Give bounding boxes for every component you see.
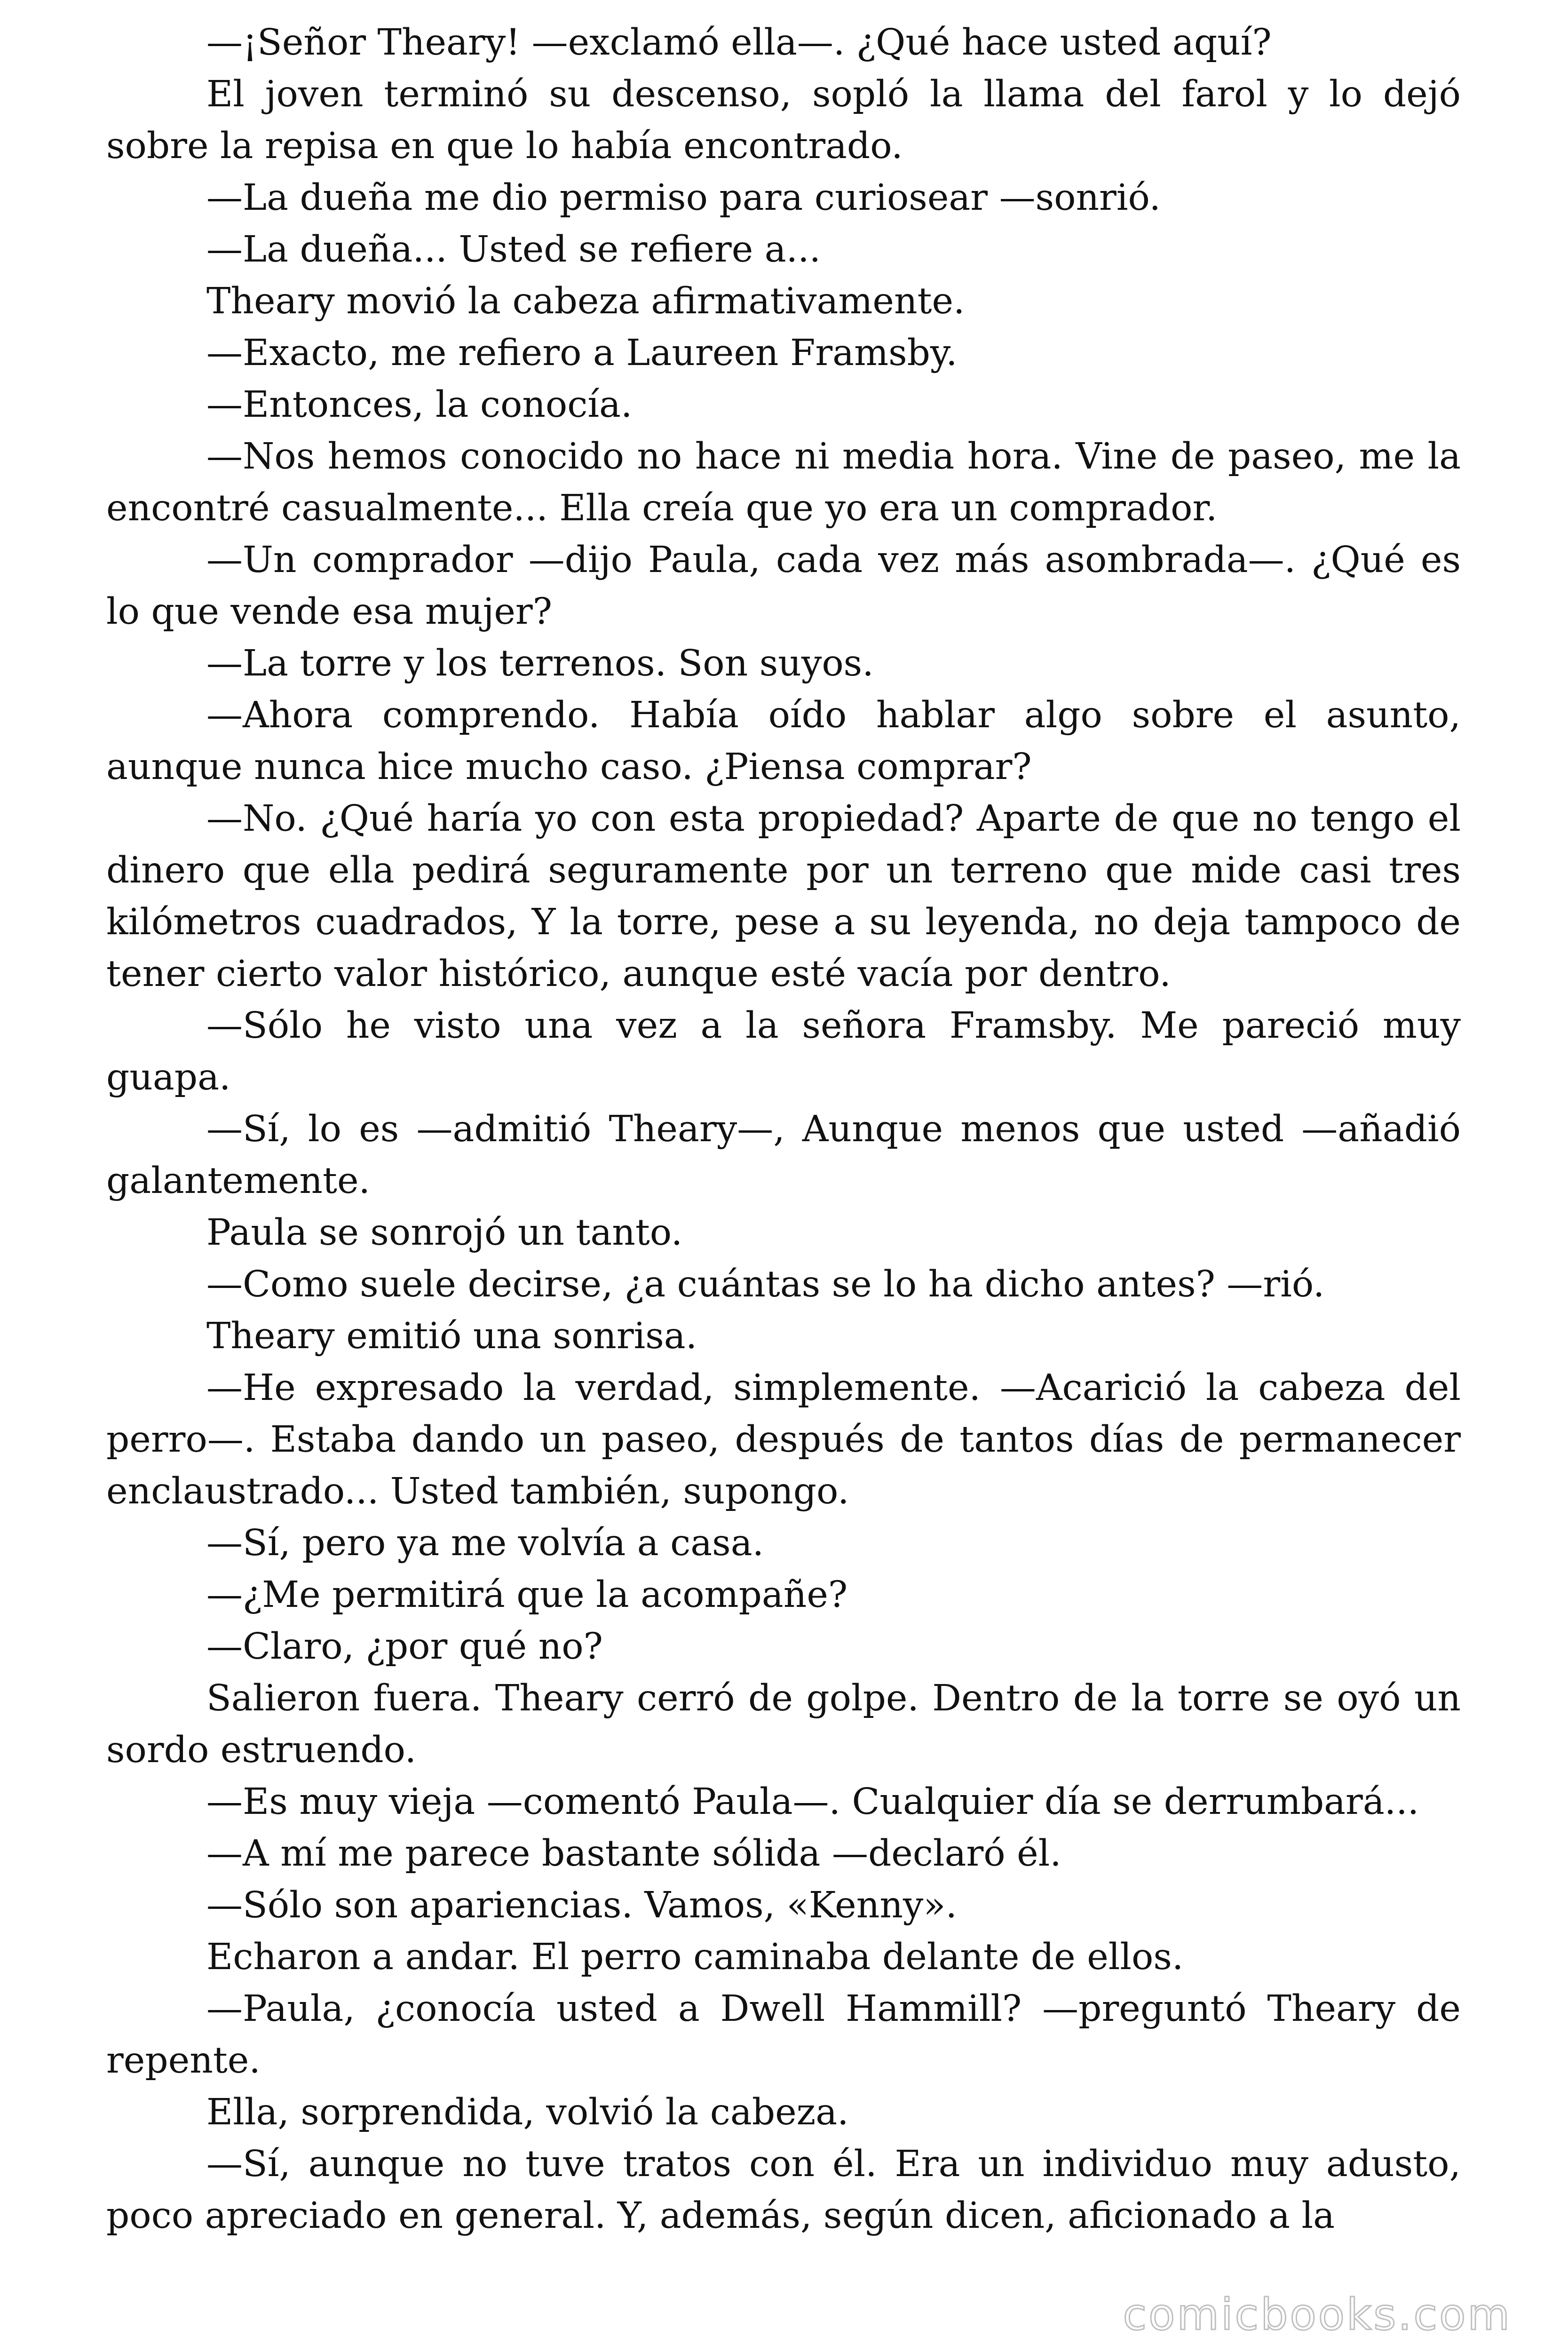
paragraph-28: Ella, sorprendida, volvió la cabeza. bbox=[206, 2091, 849, 2133]
paragraph-25: —Sólo son apariencias. Vamos, «Kenny». bbox=[206, 1884, 958, 1926]
paragraph-12: —No. ¿Qué haría yo con esta propiedad? Aparte de que no tengo el dinero que ella pedirá seguramente por un terreno que mide casi tres kilómetros cuadrados, Y la torre, pese a su leyenda, no deja tampoco de tener cierto valor histórico, aunque esté vacía por dentro. bbox=[106, 798, 1461, 995]
paragraph-23: —Es muy vieja —comentó Paula—. Cualquier día se derrumbará... bbox=[206, 1781, 1419, 1823]
paragraph-19: —Sí, pero ya me volvía a casa. bbox=[206, 1522, 764, 1564]
paragraph-1: —¡Señor Theary! —exclamó ella—. ¿Qué hace usted aquí? bbox=[206, 22, 1272, 64]
paragraph-10: —La torre y los terrenos. Son suyos. bbox=[206, 643, 874, 684]
book-page bbox=[106, 17, 1461, 2242]
paragraph-2: El joven terminó su descenso, sopló la llama del farol y lo dejó sobre la repisa en que lo había encontrado. bbox=[106, 73, 1461, 167]
paragraph-27: —Paula, ¿conocía usted a Dwell Hammill? —preguntó Theary de repente. bbox=[106, 1988, 1461, 2082]
paragraph-18: —He expresado la verdad, simplemente. —Acarició la cabeza del perro—. Estaba dando un paseo, después de tantos días de permanecer enclaustrado... Usted también, supongo. bbox=[106, 1367, 1461, 1512]
paragraph-3: —La dueña me dio permiso para curiosear —sonrió. bbox=[206, 177, 1161, 219]
paragraph-6: —Exacto, me refiero a Laureen Framsby. bbox=[206, 332, 958, 374]
watermark-logo: comicbooks.com bbox=[1123, 2289, 1512, 2340]
paragraph-11: —Ahora comprendo. Había oído hablar algo sobre el asunto, aunque nunca hice mucho caso. ¿Piensa comprar? bbox=[106, 694, 1461, 788]
paragraph-13: —Sólo he visto una vez a la señora Framsby. Me pareció muy guapa. bbox=[106, 1005, 1461, 1098]
paragraph-15: Paula se sonrojó un tanto. bbox=[206, 1212, 683, 1254]
paragraph-8: —Nos hemos conocido no hace ni media hora. Vine de paseo, me la encontré casualmente... Ella creía que yo era un comprador. bbox=[106, 436, 1461, 529]
paragraph-14: —Sí, lo es —admitió Theary—, Aunque menos que usted —añadió galantemente. bbox=[106, 1108, 1461, 1202]
paragraph-24: —A mí me parece bastante sólida —declaró él. bbox=[206, 1833, 1061, 1875]
paragraph-9: —Un comprador —dijo Paula, cada vez más asombrada—. ¿Qué es lo que vende esa mujer? bbox=[106, 539, 1461, 633]
paragraph-22: Salieron fuera. Theary cerró de golpe. Dentro de la torre se oyó un sordo estruendo. bbox=[106, 1677, 1461, 1771]
paragraph-29: —Sí, aunque no tuve tratos con él. Era un individuo muy adusto, poco apreciado en general. Y, además, según dicen, aficionado a la bbox=[106, 2143, 1461, 2237]
paragraph-4: —La dueña... Usted se refiere a... bbox=[206, 229, 821, 270]
paragraph-17: Theary emitió una sonrisa. bbox=[206, 1315, 697, 1357]
paragraph-7: —Entonces, la conocía. bbox=[206, 384, 633, 426]
paragraph-26: Echaron a andar. El perro caminaba delante de ellos. bbox=[206, 1936, 1184, 1978]
paragraph-16: —Como suele decirse, ¿a cuántas se lo ha dicho antes? —rió. bbox=[206, 1263, 1325, 1305]
paragraph-5: Theary movió la cabeza afirmativamente. bbox=[206, 280, 965, 322]
paragraph-20: —¿Me permitirá que la acompañe? bbox=[206, 1574, 848, 1616]
paragraph-21: —Claro, ¿por qué no? bbox=[206, 1626, 603, 1668]
